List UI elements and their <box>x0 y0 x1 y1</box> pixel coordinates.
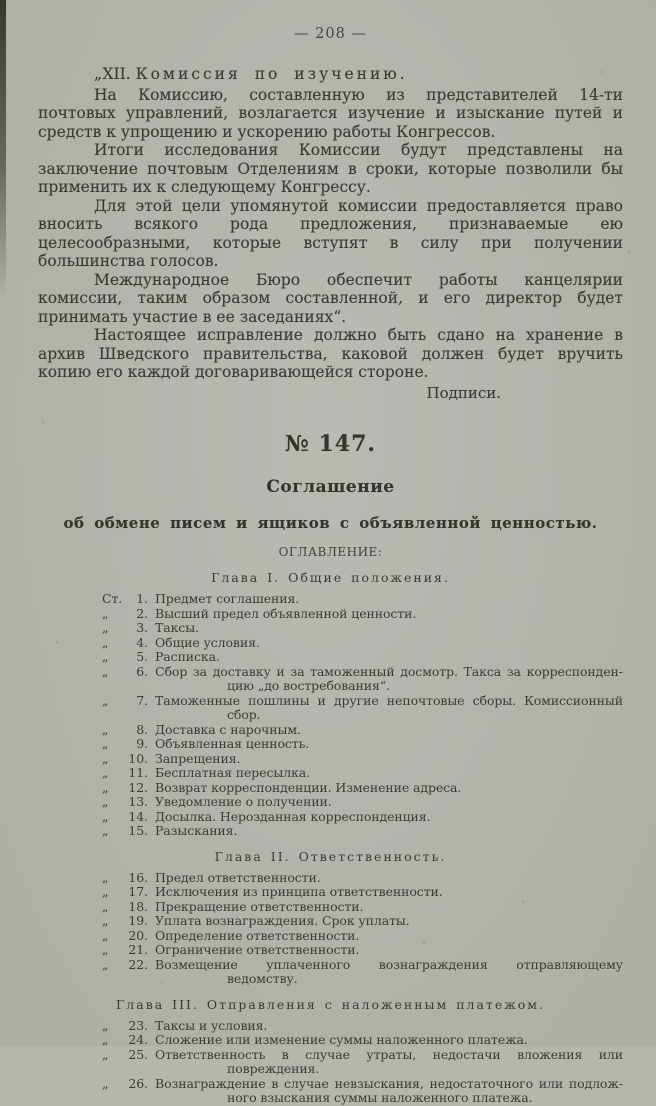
paragraph-2: Итоги исследования Комиссии будут представлены на заключение почтовым Отделениям в сроки, которые позволили бы применить их к следующему Конгрессу. <box>38 141 623 196</box>
toc-item <box>100 929 623 944</box>
toc-item-number: 2. <box>136 605 148 621</box>
toc-item <box>100 810 623 825</box>
toc-item-marker: „ <box>102 1046 109 1062</box>
toc-item-number: 20. <box>128 927 148 943</box>
toc-item <box>100 900 623 915</box>
toc-item-number: 6. <box>136 663 148 679</box>
toc-item-marker: „ <box>102 721 109 737</box>
toc-item-marker: „ <box>102 649 109 664</box>
section-xii-heading <box>38 65 623 84</box>
toc-item-marker: „ <box>102 794 109 809</box>
toc-item-number: 11. <box>128 765 148 780</box>
toc-item-number: 15. <box>128 823 148 838</box>
toc-item-text: Определение ответственности. <box>155 927 360 943</box>
toc-item-number: 22. <box>128 956 148 972</box>
toc-item <box>100 1033 623 1048</box>
section-xii-heading-title: Комиссия по изучению. <box>135 65 408 83</box>
toc-item-number: 13. <box>128 794 148 809</box>
toc-item <box>100 781 623 796</box>
toc-item-marker: „ <box>102 869 109 885</box>
toc-item <box>100 723 623 738</box>
toc-item-text: Высший предел объявленной ценности. <box>155 605 417 621</box>
toc-item-marker: „ <box>102 808 109 824</box>
toc-item <box>100 795 623 810</box>
paragraph-3: Для этой цели упомянутой комиссии предоставляется право вносить всякого рода предложения, признаваемые ею целесообразными, которые вступят в силу при получении большинства голосов. <box>38 196 623 270</box>
toc-item-number: 7. <box>136 692 148 708</box>
agreement-number: № 147. <box>284 431 377 457</box>
toc-item <box>100 592 623 607</box>
toc-item <box>100 665 623 694</box>
scan-edge-shadow <box>0 0 6 300</box>
paragraph-1: На Комиссию, составленную из представителей 14-ти почтовых управлений, возлагается изучение и изыскание путей и средств к упрощению и ускорению работы Конгрессов. <box>38 85 623 141</box>
toc-item-text: Предмет соглашения. <box>155 591 300 606</box>
toc-item-number: 26. <box>128 1075 148 1091</box>
toc-item-text: Уплата вознаграждения. Срок уплаты. <box>155 913 410 928</box>
toc-item <box>100 636 623 651</box>
toc-item-marker: „ <box>102 736 109 751</box>
toc-item <box>100 1019 623 1034</box>
toc-item-number: 23. <box>128 1017 148 1033</box>
toc-item-text: Возмещение уплаченного вознаграждения отправляющему ведомству. <box>155 956 623 986</box>
toc-item-text: Таксы. <box>155 620 199 635</box>
toc-item-number: 18. <box>128 898 148 914</box>
toc-item-text: Сложение или изменение суммы наложенного платежа. <box>155 1032 528 1047</box>
toc-item-text: Общие условия. <box>155 634 260 650</box>
toc-item-text: Возврат корреспонденции. Изменение адреса. <box>155 779 462 795</box>
section-xii <box>38 65 623 402</box>
toc-item-marker: „ <box>102 823 109 838</box>
toc-item <box>100 752 623 767</box>
toc-item-text: Таксы и условия. <box>155 1017 268 1033</box>
toc-item <box>100 650 623 665</box>
agreement-subtitle: об обмене писем и ящиков с объявленной ценностью. <box>63 514 598 532</box>
toc-item-text: Расписка. <box>155 649 220 664</box>
paragraph-4: Международное Бюро обеспечит работы канцелярии комиссии, таким образом составленной, и его директор будет принимать участие в ее заседаниях“. <box>38 270 623 326</box>
toc-item-number: 19. <box>128 913 148 928</box>
toc-item-text: Сбор за доставку и за таможенный досмотр. Такса за корреспонденцию „до востребования“. <box>155 663 623 693</box>
toc-item-marker: „ <box>102 1017 109 1033</box>
chapter-heading: Глава II. Ответственность. <box>214 848 447 864</box>
toc-item-marker: „ <box>102 956 109 972</box>
toc-item-number: 25. <box>128 1046 148 1062</box>
toc-item-number: 5. <box>136 649 148 664</box>
toc-item-marker: „ <box>102 884 109 899</box>
toc-item-marker: „ <box>102 692 109 708</box>
toc-item-marker: „ <box>102 927 109 943</box>
toc-item-marker: „ <box>102 942 109 957</box>
toc-item <box>100 914 623 929</box>
toc-item-text: Объявленная ценность. <box>155 736 310 751</box>
table-of-contents <box>38 570 623 1106</box>
toc-item-number: 8. <box>136 721 148 737</box>
toc-item-text: Предел ответственности. <box>155 869 321 885</box>
paragraph-5: Настоящее исправление должно быть сдано на хранение в архив Шведского правительства, каковой должен будет вручить копию его каждой договаривающейся стороне. <box>38 326 623 381</box>
toc-item <box>100 958 623 987</box>
toc-item-marker: „ <box>102 605 109 621</box>
toc-item <box>100 885 623 900</box>
toc-item-number: 17. <box>128 884 148 899</box>
signature-line: Подписи. <box>426 383 501 402</box>
toc-item-marker: „ <box>102 765 109 780</box>
toc-item-number: 16. <box>128 869 148 885</box>
toc-item <box>100 943 623 958</box>
toc-item-text: Исключения из принципа ответственности. <box>155 884 443 899</box>
toc-item <box>100 824 623 839</box>
section-xii-heading-prefix: „XII. <box>94 65 136 83</box>
toc-item-number: 9. <box>136 736 148 751</box>
toc-item <box>100 694 623 723</box>
toc-item-marker: Ст. <box>102 591 123 606</box>
toc-item-text: Доставка с нарочным. <box>155 721 301 737</box>
scan-noise-specks <box>0 0 2 2</box>
toc-item-text: Бесплатная пересылка. <box>155 765 311 780</box>
toc-label: ОГЛАВЛЕНИЕ: <box>278 545 383 559</box>
chapter-heading: Глава III. Отправления с наложенным платежом. <box>116 996 545 1012</box>
agreement-title: Соглашение <box>266 477 395 497</box>
toc-item-number: 10. <box>128 750 148 766</box>
toc-item-marker: „ <box>102 1075 109 1091</box>
toc-item-text: Досылка. Нерозданная корреспонденция. <box>155 808 431 824</box>
toc-item-marker: „ <box>102 634 109 650</box>
toc-item-text: Разыскания. <box>155 823 238 838</box>
toc-item-marker: „ <box>102 898 109 914</box>
toc-item-marker: „ <box>102 750 109 766</box>
toc-item <box>100 737 623 752</box>
toc-item <box>100 766 623 781</box>
toc-item-number: 1. <box>136 591 148 606</box>
toc-item-text: Таможенные пошлины и другие непочтовые сборы. Комиссионный сбор. <box>155 692 623 722</box>
toc-item-text: Прекращение ответственности. <box>155 898 364 914</box>
toc-item-text: Ответственность в случае утраты, недостачи вложения или повреждения. <box>155 1046 623 1076</box>
toc-item <box>100 871 623 886</box>
toc-item-number: 21. <box>128 942 148 957</box>
toc-item-number: 24. <box>128 1032 148 1047</box>
toc-item-marker: „ <box>102 620 109 635</box>
toc-item <box>100 1077 623 1106</box>
toc-item-number: 3. <box>136 620 148 635</box>
toc-item <box>100 621 623 636</box>
toc-item-marker: „ <box>102 913 109 928</box>
toc-item-text: Вознаграждение в случае невзыскания, недостаточного или подложного взыскания суммы наложенного платежа. <box>155 1075 623 1105</box>
page-number: — 208 — <box>294 26 367 42</box>
chapter-heading: Глава I. Общие положения. <box>211 570 450 585</box>
toc-item-number: 12. <box>128 779 148 795</box>
toc-item <box>100 607 623 622</box>
toc-item-number: 14. <box>128 808 148 824</box>
toc-item <box>100 1048 623 1077</box>
toc-item-text: Запрещения. <box>155 750 241 766</box>
toc-item-marker: „ <box>102 1032 109 1047</box>
toc-item-text: Ограничение ответственности. <box>155 942 360 957</box>
toc-item-marker: „ <box>102 779 109 795</box>
toc-item-text: Уведомление о получении. <box>155 794 332 809</box>
toc-item-marker: „ <box>102 663 109 679</box>
toc-item-number: 4. <box>136 634 148 650</box>
